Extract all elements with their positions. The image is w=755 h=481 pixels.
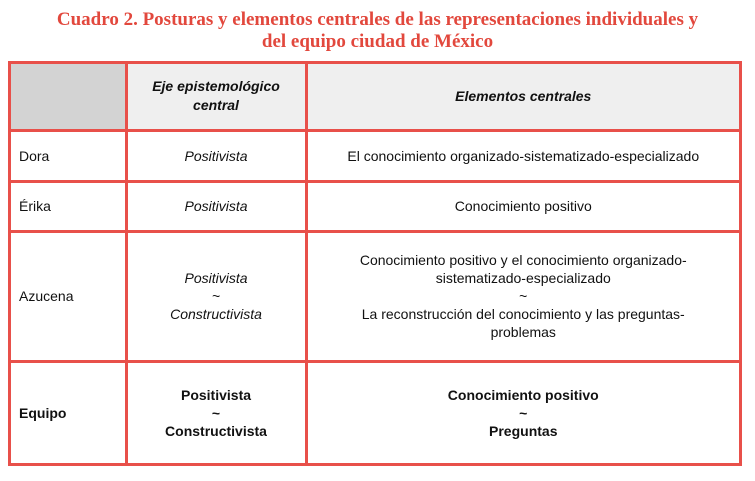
header-epistemic-line-2: central xyxy=(193,97,239,114)
epistemic-value: Constructivista xyxy=(165,423,267,440)
epistemic-value: Constructivista xyxy=(170,306,262,322)
row-epistemic-cell xyxy=(126,130,306,181)
epistemic-value: Positivista xyxy=(180,387,252,404)
row-name-dora: Dora xyxy=(11,130,126,181)
data-table xyxy=(11,64,739,464)
epistemic-separator: ~ xyxy=(211,405,221,422)
elements-separator: ~ xyxy=(519,288,528,304)
row-elements-cell xyxy=(306,231,739,361)
caption-line-1: Cuadro 2. Posturas y elementos centrales de las representaciones individuales y xyxy=(56,9,699,30)
row-name-erika: Érika xyxy=(11,181,126,231)
elements-value: La reconstrucción del conocimiento y las preguntas- xyxy=(361,306,685,322)
row-epistemic-cell xyxy=(126,361,306,464)
table-row xyxy=(11,231,739,361)
data-table-frame xyxy=(8,61,742,466)
elements-value: Conocimiento positivo xyxy=(447,387,599,404)
row-name-equipo: Equipo xyxy=(11,361,126,464)
epistemic-value: Positivista xyxy=(184,270,248,286)
table-caption xyxy=(0,9,755,53)
row-elements-cell xyxy=(306,181,739,231)
elements-value: Conocimiento positivo xyxy=(454,198,592,214)
elements-value: Conocimiento positivo y el conocimiento organizado- xyxy=(359,252,687,268)
row-epistemic-cell xyxy=(126,231,306,361)
row-epistemic-cell xyxy=(126,181,306,231)
row-elements-cell xyxy=(306,361,739,464)
row-name-azucena: Azucena xyxy=(11,231,126,361)
header-epistemic-line-1: Eje epistemológico xyxy=(152,78,280,95)
elements-separator: ~ xyxy=(519,405,528,422)
table-row xyxy=(11,361,739,464)
epistemic-value: Positivista xyxy=(184,147,248,164)
table-row xyxy=(11,181,739,231)
table-header-row xyxy=(11,64,739,130)
header-central-elements: Elementos centrales xyxy=(306,64,739,130)
elements-value: Preguntas xyxy=(489,423,558,440)
elements-value: El conocimiento organizado-sistematizado-especializado xyxy=(347,147,700,164)
elements-value: problemas xyxy=(490,324,556,340)
table-row xyxy=(11,130,739,181)
elements-value: sistematizado-especializado xyxy=(435,270,611,286)
header-corner-cell xyxy=(11,64,126,130)
row-elements-cell xyxy=(306,130,739,181)
epistemic-separator: ~ xyxy=(211,288,221,304)
header-epistemic-axis xyxy=(126,64,306,130)
caption-line-2: del equipo ciudad de México xyxy=(261,31,494,52)
epistemic-value: Positivista xyxy=(184,198,248,214)
